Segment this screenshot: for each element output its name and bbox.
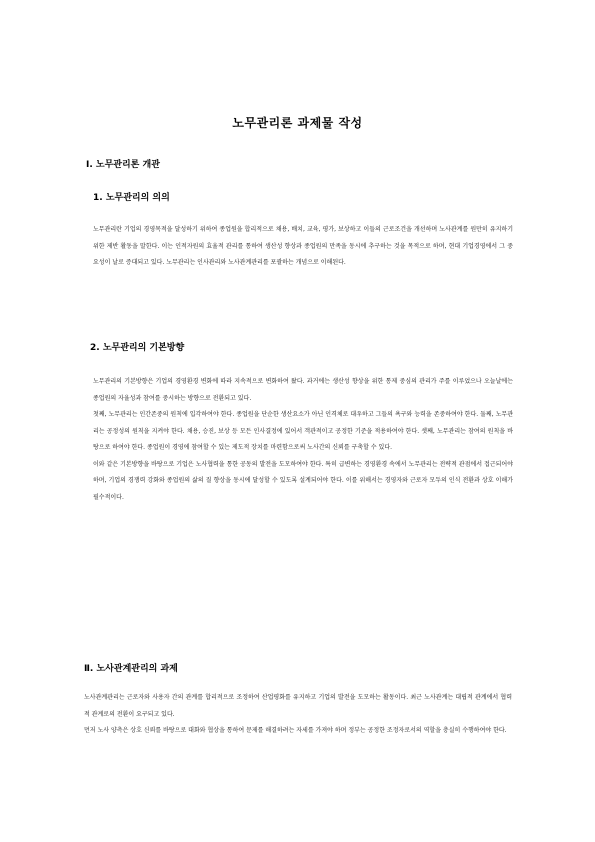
- paragraph-definition: [93, 222, 513, 272]
- paragraph-direction: [93, 374, 513, 506]
- section-heading-labor-relations: Ⅱ. 노사관계관리의 과제: [84, 664, 178, 674]
- paragraph-labor-relations: [84, 690, 512, 740]
- paragraph-text: 노무관리란 기업의 경영목적을 달성하기 위하여 종업원을 합리적으로 채용, 배치, 교육, 평가, 보상하고 이들의 근로조건을 개선하며 노사관계를 원만히 유지하기 위한 제반 활동을 말한다. 이는 인적자원의 효율적 관리를 통하여 생산성 향상과 종업원의 만족을 동시에 추구하는 것을 목적으로 하며, 현대 기업경영에서 그 중요성이 날로 증대되고 있다. 노무관리는 인사관리와 노사관계관리를 포괄하는 개념으로 이해된다.: [93, 226, 513, 266]
- paragraph-text: 이와 같은 기본방향을 바탕으로 기업은 노사협력을 통한 공동의 발전을 도모하여야 한다. 특히 급변하는 경영환경 속에서 노무관리는 전략적 관점에서 접근되어야 하며, 기업의 경쟁력 강화와 종업원의 삶의 질 향상을 동시에 달성할 수 있도록 설계되어야 한다. 이를 위해서는 경영자와 근로자 모두의 인식 전환과 상호 이해가 필수적이다.: [93, 460, 513, 501]
- subsection-heading-direction: 2. 노무관리의 기본방향: [90, 343, 185, 353]
- paragraph-text: 노사관계관리는 근로자와 사용자 간의 관계를 합리적으로 조정하여 산업평화를 유지하고 기업의 발전을 도모하는 활동이다. 최근 노사관계는 대립적 관계에서 협력적 관계로의 전환이 요구되고 있다.: [84, 694, 512, 718]
- section-heading-overview: Ⅰ. 노무관리론 개관: [86, 160, 160, 170]
- paragraph-text: 노무관리의 기본방향은 기업의 경영환경 변화에 따라 지속적으로 변화하여 왔다. 과거에는 생산성 향상을 위한 통제 중심의 관리가 주를 이루었으나 오늘날에는 종업원의 자율성과 참여를 중시하는 방향으로 전환되고 있다.: [93, 378, 513, 402]
- paragraph-text: 먼저 노사 양측은 상호 신뢰를 바탕으로 대화와 협상을 통하여 문제를 해결하려는 자세를 가져야 하며 정부는 공정한 조정자로서의 역할을 충실히 수행하여야 한다.: [84, 727, 507, 734]
- paragraph-text: 첫째, 노무관리는 인간존중의 원칙에 입각하여야 한다. 종업원을 단순한 생산요소가 아닌 인격체로 대우하고 그들의 욕구와 능력을 존중하여야 한다. 둘째, 노무관리는 공정성의 원칙을 지켜야 한다. 채용, 승진, 보상 등 모든 인사결정에 있어서 객관적이고 공정한 기준을 적용하여야 한다. 셋째, 노무관리는 참여의 원칙을 바탕으로 하여야 한다. 종업원이 경영에 참여할 수 있는 제도적 장치를 마련함으로써 노사간의 신뢰를 구축할 수 있다.: [93, 411, 513, 451]
- subsection-heading-definition: 1. 노무관리의 의의: [93, 193, 170, 203]
- document-title: 노무관리론 과제물 작성: [232, 116, 363, 130]
